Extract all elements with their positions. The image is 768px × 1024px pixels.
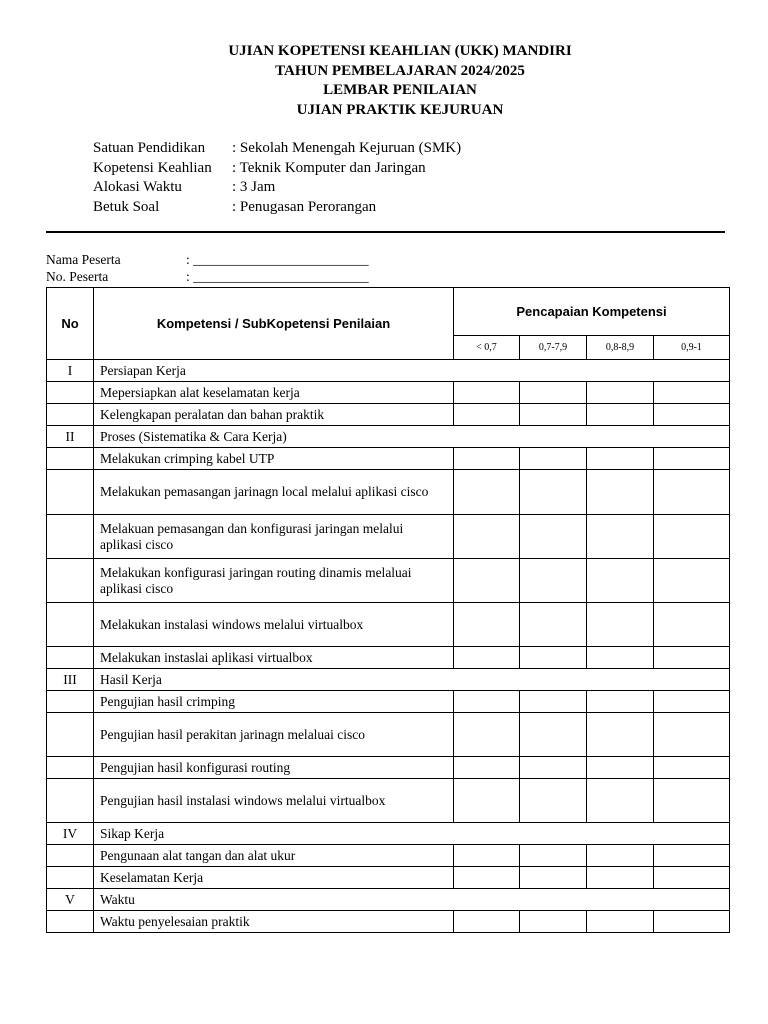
info-row-bentuk-soal <box>93 198 461 218</box>
section-title: Sikap Kerja <box>94 823 730 845</box>
score-cell[interactable] <box>587 779 654 823</box>
row-number <box>47 757 94 779</box>
header-no: No <box>47 288 94 360</box>
row-number <box>47 647 94 669</box>
title-line-3: LEMBAR PENILAIAN <box>323 82 477 98</box>
competency-item: Pengunaan alat tangan dan alat ukur <box>94 845 454 867</box>
score-cell[interactable] <box>587 911 654 933</box>
table-row <box>47 559 730 603</box>
info-label: Satuan Pendidikan <box>93 140 206 156</box>
row-number <box>47 691 94 713</box>
score-cell[interactable] <box>454 713 520 757</box>
row-number <box>47 404 94 426</box>
score-cell[interactable] <box>520 647 587 669</box>
score-cell[interactable] <box>587 757 654 779</box>
score-cell[interactable] <box>654 779 730 823</box>
score-cell[interactable] <box>520 867 587 889</box>
competency-item: Pengujian hasil crimping <box>94 691 454 713</box>
row-number <box>47 911 94 933</box>
score-cell[interactable] <box>454 845 520 867</box>
header-range: 0,8-8,9 <box>587 336 654 360</box>
score-cell[interactable] <box>454 867 520 889</box>
table-row <box>47 448 730 470</box>
score-cell[interactable] <box>520 404 587 426</box>
section-title: Hasil Kerja <box>94 669 730 691</box>
section-row <box>47 669 730 691</box>
competency-item: Keselamatan Kerja <box>94 867 454 889</box>
score-cell[interactable] <box>520 845 587 867</box>
score-cell[interactable] <box>520 448 587 470</box>
score-cell[interactable] <box>654 867 730 889</box>
score-cell[interactable] <box>520 779 587 823</box>
table-row <box>47 713 730 757</box>
competency-item: Pengujian hasil instalasi windows melalui virtualbox <box>94 779 454 823</box>
score-cell[interactable] <box>587 713 654 757</box>
info-row-alokasi-waktu <box>93 178 461 198</box>
row-number: III <box>47 669 94 691</box>
competency-item: Melakukan pemasangan jarinagn local melalui aplikasi cisco <box>94 470 454 515</box>
score-cell[interactable] <box>520 713 587 757</box>
table-row <box>47 779 730 823</box>
row-number: I <box>47 360 94 382</box>
row-number <box>47 515 94 559</box>
row-number <box>47 713 94 757</box>
row-number <box>47 382 94 404</box>
score-cell[interactable] <box>454 404 520 426</box>
row-number: V <box>47 889 94 911</box>
score-cell[interactable] <box>454 911 520 933</box>
participant-number-field[interactable]: : __________________________ <box>186 268 369 284</box>
info-value: : Sekolah Menengah Kejuruan (SMK) <box>232 140 462 156</box>
row-number <box>47 603 94 647</box>
score-cell[interactable] <box>520 757 587 779</box>
score-cell[interactable] <box>654 647 730 669</box>
score-cell[interactable] <box>654 713 730 757</box>
score-cell[interactable] <box>587 845 654 867</box>
row-number <box>47 559 94 603</box>
competency-item: Melakukan instaslai aplikasi virtualbox <box>94 647 454 669</box>
table-row <box>47 515 730 559</box>
score-cell[interactable] <box>520 470 587 515</box>
competency-item: Pengujian hasil perakitan jarinagn melaluai cisco <box>94 713 454 757</box>
score-cell[interactable] <box>587 867 654 889</box>
table-row <box>47 470 730 515</box>
info-row-satuan-pendidikan <box>93 139 461 159</box>
score-cell[interactable] <box>587 382 654 404</box>
document-title <box>0 42 768 120</box>
score-cell[interactable] <box>454 382 520 404</box>
section-title: Persiapan Kerja <box>94 360 730 382</box>
score-cell[interactable] <box>520 382 587 404</box>
assessment-table-wrapper <box>46 287 730 933</box>
competency-item: Melakukan instalasi windows melalui virtualbox <box>94 603 454 647</box>
table-row <box>47 404 730 426</box>
score-cell[interactable] <box>520 911 587 933</box>
score-cell[interactable] <box>654 382 730 404</box>
info-value: : Penugasan Perorangan <box>232 199 377 216</box>
score-cell[interactable] <box>520 559 587 603</box>
score-cell[interactable] <box>587 691 654 713</box>
competency-item: Waktu penyelesaian praktik <box>94 911 454 933</box>
score-cell[interactable] <box>587 603 654 647</box>
row-number: IV <box>47 823 94 845</box>
score-cell[interactable] <box>654 757 730 779</box>
table-row <box>47 382 730 404</box>
row-number <box>47 867 94 889</box>
table-row <box>47 757 730 779</box>
row-number: II <box>47 426 94 448</box>
participant-info <box>46 252 369 285</box>
score-cell[interactable] <box>654 845 730 867</box>
competency-item: Pengujian hasil konfigurasi routing <box>94 757 454 779</box>
section-title: Proses (Sistematika & Cara Kerja) <box>94 426 730 448</box>
table-row <box>47 867 730 889</box>
header-range: 0,9-1 <box>654 336 730 360</box>
score-cell[interactable] <box>454 559 520 603</box>
info-label: Betuk Soal <box>93 199 160 216</box>
table-row <box>47 845 730 867</box>
row-number <box>47 470 94 515</box>
score-cell[interactable] <box>587 470 654 515</box>
participant-name-field[interactable]: : __________________________ <box>186 252 369 267</box>
divider-line <box>46 231 725 233</box>
participant-number-label: No. Peserta <box>46 268 109 284</box>
competency-item: Melakukan konfigurasi jaringan routing dinamis melaluai aplikasi cisco <box>94 559 454 603</box>
section-row <box>47 889 730 911</box>
score-cell[interactable] <box>454 603 520 647</box>
section-title: Waktu <box>94 889 730 911</box>
score-cell[interactable] <box>587 404 654 426</box>
section-row <box>47 360 730 382</box>
info-label: Kopetensi Keahlian <box>93 159 212 176</box>
row-number <box>47 448 94 470</box>
info-value: : Teknik Komputer dan Jaringan <box>232 159 426 176</box>
table-row <box>47 691 730 713</box>
score-cell[interactable] <box>454 691 520 713</box>
score-cell[interactable] <box>454 515 520 559</box>
score-cell[interactable] <box>587 647 654 669</box>
score-cell[interactable] <box>587 515 654 559</box>
header-range: 0,7-7,9 <box>520 336 587 360</box>
table-row <box>47 911 730 933</box>
header-range: < 0,7 <box>454 336 520 360</box>
table-row <box>47 603 730 647</box>
section-row <box>47 426 730 448</box>
row-number <box>47 779 94 823</box>
competency-item: Kelengkapan peralatan dan bahan praktik <box>94 404 454 426</box>
score-cell[interactable] <box>654 911 730 933</box>
exam-info <box>93 139 461 218</box>
score-cell[interactable] <box>520 603 587 647</box>
assessment-table-body <box>47 360 730 933</box>
score-cell[interactable] <box>654 448 730 470</box>
info-value: : 3 Jam <box>232 179 276 196</box>
row-number <box>47 845 94 867</box>
table-row <box>47 647 730 669</box>
score-cell[interactable] <box>654 470 730 515</box>
score-cell[interactable] <box>587 448 654 470</box>
title-line-1: UJIAN KOPETENSI KEAHLIAN (UKK) MANDIRI <box>228 43 572 59</box>
score-cell[interactable] <box>520 691 587 713</box>
score-cell[interactable] <box>654 404 730 426</box>
title-line-4: UJIAN PRAKTIK KEJURUAN <box>296 101 504 118</box>
score-cell[interactable] <box>654 691 730 713</box>
participant-name-row <box>46 252 369 269</box>
score-cell[interactable] <box>520 515 587 559</box>
competency-item: Mepersiapkan alat keselamatan kerja <box>94 382 454 404</box>
participant-name-label: Nama Peserta <box>46 252 121 267</box>
score-cell[interactable] <box>654 603 730 647</box>
title-line-2: TAHUN PEMBELAJARAN 2024/2025 <box>275 62 525 79</box>
info-label: Alokasi Waktu <box>93 179 182 196</box>
score-cell[interactable] <box>654 515 730 559</box>
assessment-table <box>46 287 730 933</box>
score-cell[interactable] <box>654 559 730 603</box>
score-cell[interactable] <box>454 470 520 515</box>
info-row-kompetensi-keahlian <box>93 159 461 179</box>
header-pencapaian: Pencapaian Kompetensi <box>454 288 730 336</box>
score-cell[interactable] <box>454 757 520 779</box>
competency-item: Melakuan pemasangan dan konfigurasi jaringan melalui aplikasi cisco <box>94 515 454 559</box>
competency-item: Melakukan crimping kabel UTP <box>94 448 454 470</box>
section-row <box>47 823 730 845</box>
header-kompetensi: Kompetensi / SubKopetensi Penilaian <box>94 288 454 360</box>
score-cell[interactable] <box>454 779 520 823</box>
score-cell[interactable] <box>454 448 520 470</box>
participant-number-row <box>46 269 369 286</box>
score-cell[interactable] <box>587 559 654 603</box>
score-cell[interactable] <box>454 647 520 669</box>
